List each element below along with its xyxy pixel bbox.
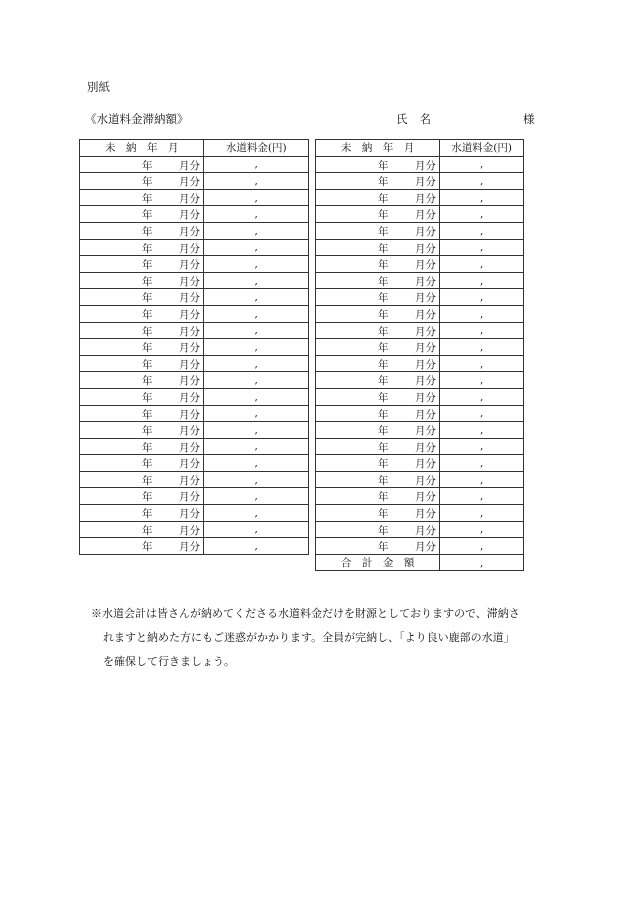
amount-cell: , (204, 355, 309, 372)
month-label: 月分 (179, 225, 200, 238)
month-label: 月分 (179, 308, 200, 321)
period-cell (80, 438, 204, 455)
period-cell (316, 289, 440, 306)
month-label: 月分 (415, 458, 436, 471)
period-cell (316, 239, 440, 256)
table-row (316, 538, 524, 555)
period-cell (80, 173, 204, 190)
month-label: 月分 (179, 408, 200, 421)
year-label: 年 (378, 391, 389, 404)
notice-line: ※水道会計は皆さんが納めてくださる水道料金だけを財源としておりますので、滞納さ (91, 607, 520, 620)
month-label: 月分 (415, 275, 436, 288)
amount-cell: , (440, 455, 524, 472)
period-cell (316, 488, 440, 505)
attachment-label: 別紙 (87, 80, 110, 94)
year-label: 年 (142, 275, 153, 288)
table-row (80, 521, 309, 538)
month-label: 月分 (179, 491, 200, 504)
amount-cell: , (440, 505, 524, 522)
year-label: 年 (142, 425, 153, 438)
table-header-row (80, 140, 309, 157)
month-label: 月分 (179, 508, 200, 521)
table-row (80, 173, 309, 190)
table-row (316, 222, 524, 239)
period-cell (316, 538, 440, 555)
table-row (316, 322, 524, 339)
period-cell (316, 455, 440, 472)
notice-line: を確保して行きましょう。 (103, 655, 235, 668)
period-cell (316, 339, 440, 356)
table-row (316, 355, 524, 372)
year-label: 年 (378, 541, 389, 554)
month-label: 月分 (179, 425, 200, 438)
table-row (80, 239, 309, 256)
table-row (80, 388, 309, 405)
period-cell (80, 538, 204, 555)
amount-cell: , (440, 156, 524, 173)
year-label: 年 (378, 259, 389, 272)
month-label: 月分 (415, 325, 436, 338)
year-label: 年 (378, 524, 389, 537)
period-cell (316, 505, 440, 522)
amount-cell: , (204, 438, 309, 455)
table-row (80, 256, 309, 273)
period-cell (316, 438, 440, 455)
table-row (316, 256, 524, 273)
period-cell (80, 322, 204, 339)
month-label: 月分 (179, 541, 200, 554)
table-row (80, 438, 309, 455)
period-cell (80, 305, 204, 322)
month-label: 月分 (179, 176, 200, 189)
amount-cell: , (204, 156, 309, 173)
year-label: 年 (142, 358, 153, 371)
table-row (80, 372, 309, 389)
period-cell (316, 222, 440, 239)
table-row (316, 289, 524, 306)
period-cell (80, 256, 204, 273)
year-label: 年 (378, 192, 389, 205)
period-cell (80, 372, 204, 389)
year-label: 年 (378, 275, 389, 288)
table-row (316, 239, 524, 256)
month-label: 月分 (179, 391, 200, 404)
table-row (80, 206, 309, 223)
amount-cell: , (204, 189, 309, 206)
amount-cell: , (440, 538, 524, 555)
period-cell (80, 488, 204, 505)
amount-cell: , (440, 388, 524, 405)
period-cell (316, 305, 440, 322)
month-label: 月分 (415, 342, 436, 355)
total-amount-cell: , (440, 554, 524, 571)
amount-cell: , (204, 388, 309, 405)
table-row (80, 156, 309, 173)
table-row (316, 455, 524, 472)
year-label: 年 (142, 325, 153, 338)
year-label: 年 (378, 308, 389, 321)
amount-cell: , (440, 405, 524, 422)
amount-cell: , (204, 289, 309, 306)
month-label: 月分 (179, 375, 200, 388)
table-row (80, 339, 309, 356)
amount-cell: , (440, 239, 524, 256)
month-label: 月分 (179, 159, 200, 172)
year-label: 年 (142, 159, 153, 172)
month-label: 月分 (179, 292, 200, 305)
period-cell (316, 156, 440, 173)
month-label: 月分 (415, 408, 436, 421)
table-row (316, 405, 524, 422)
arrears-table-left (79, 139, 309, 555)
amount-cell: , (204, 405, 309, 422)
year-label: 年 (142, 292, 153, 305)
table-row (316, 521, 524, 538)
period-cell (80, 505, 204, 522)
period-cell (316, 256, 440, 273)
amount-cell: , (204, 272, 309, 289)
total-label-cell: 合 計 金 額 (316, 554, 440, 571)
year-label: 年 (378, 225, 389, 238)
month-label: 月分 (415, 441, 436, 454)
table-row (316, 339, 524, 356)
month-label: 月分 (415, 209, 436, 222)
amount-cell: , (440, 206, 524, 223)
period-cell (80, 222, 204, 239)
year-label: 年 (378, 458, 389, 471)
amount-cell: , (204, 505, 309, 522)
month-label: 月分 (179, 192, 200, 205)
month-label: 月分 (179, 209, 200, 222)
period-cell (80, 355, 204, 372)
amount-cell: , (440, 488, 524, 505)
amount-cell: , (440, 272, 524, 289)
amount-cell: , (204, 222, 309, 239)
month-label: 月分 (179, 325, 200, 338)
period-cell (80, 206, 204, 223)
month-label: 月分 (415, 308, 436, 321)
month-label: 月分 (415, 225, 436, 238)
period-cell (80, 405, 204, 422)
amount-cell: , (440, 256, 524, 273)
year-label: 年 (378, 242, 389, 255)
amount-cell: , (440, 189, 524, 206)
table-row (80, 405, 309, 422)
year-label: 年 (142, 342, 153, 355)
amount-cell: , (440, 521, 524, 538)
table-row (316, 189, 524, 206)
amount-cell: , (440, 322, 524, 339)
amount-cell: , (204, 239, 309, 256)
table-row (80, 322, 309, 339)
year-label: 年 (378, 474, 389, 487)
year-label: 年 (378, 375, 389, 388)
month-label: 月分 (179, 342, 200, 355)
table-row (316, 305, 524, 322)
year-label: 年 (378, 176, 389, 189)
year-label: 年 (378, 325, 389, 338)
period-cell (80, 471, 204, 488)
amount-cell: , (440, 173, 524, 190)
notice-line: れますと納めた方にもご迷惑がかかります。全員が完納し、「より良い鹿部の水道」 (103, 631, 515, 644)
period-cell (80, 339, 204, 356)
month-label: 月分 (415, 491, 436, 504)
amount-cell: , (204, 455, 309, 472)
period-cell (316, 388, 440, 405)
year-label: 年 (142, 375, 153, 388)
year-label: 年 (142, 524, 153, 537)
table-row (80, 505, 309, 522)
table-row (316, 505, 524, 522)
table-row (80, 488, 309, 505)
header-amount-cell: 水道料金(円) (440, 140, 524, 157)
month-label: 月分 (179, 358, 200, 371)
table-row (80, 538, 309, 555)
amount-cell: , (204, 256, 309, 273)
table-row (316, 173, 524, 190)
period-cell (316, 471, 440, 488)
year-label: 年 (142, 176, 153, 189)
table-row (80, 305, 309, 322)
amount-cell: , (440, 471, 524, 488)
period-cell (316, 372, 440, 389)
year-label: 年 (378, 358, 389, 371)
year-label: 年 (378, 342, 389, 355)
amount-cell: , (440, 305, 524, 322)
month-label: 月分 (179, 458, 200, 471)
amount-cell: , (204, 372, 309, 389)
period-cell (316, 422, 440, 439)
period-cell (80, 272, 204, 289)
table-row (80, 222, 309, 239)
period-cell (316, 405, 440, 422)
table-row (80, 289, 309, 306)
month-label: 月分 (415, 242, 436, 255)
header-period-cell: 未 納 年 月 (316, 140, 440, 157)
year-label: 年 (378, 508, 389, 521)
year-label: 年 (142, 209, 153, 222)
month-label: 月分 (415, 508, 436, 521)
year-label: 年 (142, 441, 153, 454)
period-cell (80, 455, 204, 472)
amount-cell: , (204, 173, 309, 190)
year-label: 年 (142, 242, 153, 255)
year-label: 年 (378, 292, 389, 305)
table-row (80, 355, 309, 372)
year-label: 年 (378, 491, 389, 504)
amount-cell: , (204, 422, 309, 439)
amount-cell: , (204, 322, 309, 339)
amount-cell: , (440, 289, 524, 306)
year-label: 年 (142, 474, 153, 487)
month-label: 月分 (179, 275, 200, 288)
month-label: 月分 (415, 474, 436, 487)
table-row (80, 189, 309, 206)
table-row (316, 372, 524, 389)
name-label: 氏名 (396, 112, 443, 126)
period-cell (316, 173, 440, 190)
table-row (80, 272, 309, 289)
amount-cell: , (204, 538, 309, 555)
year-label: 年 (142, 192, 153, 205)
year-label: 年 (142, 391, 153, 404)
amount-cell: , (440, 422, 524, 439)
table-row (316, 206, 524, 223)
amount-cell: , (204, 521, 309, 538)
month-label: 月分 (415, 176, 436, 189)
year-label: 年 (142, 308, 153, 321)
month-label: 月分 (415, 192, 436, 205)
month-label: 月分 (415, 425, 436, 438)
year-label: 年 (378, 159, 389, 172)
month-label: 月分 (179, 259, 200, 272)
period-cell (316, 206, 440, 223)
period-cell (80, 521, 204, 538)
period-cell (80, 422, 204, 439)
period-cell (316, 189, 440, 206)
table-row (316, 488, 524, 505)
table-row (80, 455, 309, 472)
year-label: 年 (142, 259, 153, 272)
year-label: 年 (378, 408, 389, 421)
amount-cell: , (204, 471, 309, 488)
year-label: 年 (378, 441, 389, 454)
year-label: 年 (142, 508, 153, 521)
amount-cell: , (440, 438, 524, 455)
section-title: 《水道料金滞納額》 (85, 112, 189, 126)
amount-cell: , (440, 339, 524, 356)
period-cell (80, 239, 204, 256)
year-label: 年 (142, 458, 153, 471)
year-label: 年 (142, 491, 153, 504)
period-cell (80, 289, 204, 306)
month-label: 月分 (179, 524, 200, 537)
amount-cell: , (204, 339, 309, 356)
month-label: 月分 (415, 375, 436, 388)
month-label: 月分 (415, 292, 436, 305)
period-cell (80, 156, 204, 173)
period-cell (316, 272, 440, 289)
year-label: 年 (142, 408, 153, 421)
amount-cell: , (440, 355, 524, 372)
year-label: 年 (142, 225, 153, 238)
month-label: 月分 (415, 159, 436, 172)
year-label: 年 (378, 425, 389, 438)
month-label: 月分 (179, 474, 200, 487)
amount-cell: , (204, 488, 309, 505)
table-row (316, 438, 524, 455)
period-cell (80, 388, 204, 405)
year-label: 年 (378, 209, 389, 222)
arrears-table-right (315, 139, 524, 571)
amount-cell: , (204, 206, 309, 223)
table-row (80, 422, 309, 439)
header-period-cell: 未 納 年 月 (80, 140, 204, 157)
amount-cell: , (440, 372, 524, 389)
table-row (80, 471, 309, 488)
period-cell (316, 322, 440, 339)
total-row (316, 554, 524, 571)
table-row (316, 388, 524, 405)
honorific-label: 様 (523, 112, 535, 126)
amount-cell: , (440, 222, 524, 239)
table-row (316, 422, 524, 439)
table-header-row (316, 140, 524, 157)
period-cell (316, 355, 440, 372)
notice-text (91, 602, 551, 674)
month-label: 月分 (415, 524, 436, 537)
month-label: 月分 (415, 358, 436, 371)
period-cell (316, 521, 440, 538)
month-label: 月分 (179, 242, 200, 255)
table-row (316, 156, 524, 173)
amount-cell: , (204, 305, 309, 322)
month-label: 月分 (179, 441, 200, 454)
month-label: 月分 (415, 259, 436, 272)
table-row (316, 471, 524, 488)
month-label: 月分 (415, 391, 436, 404)
header-amount-cell: 水道料金(円) (204, 140, 309, 157)
table-row (316, 272, 524, 289)
year-label: 年 (142, 541, 153, 554)
period-cell (80, 189, 204, 206)
month-label: 月分 (415, 541, 436, 554)
